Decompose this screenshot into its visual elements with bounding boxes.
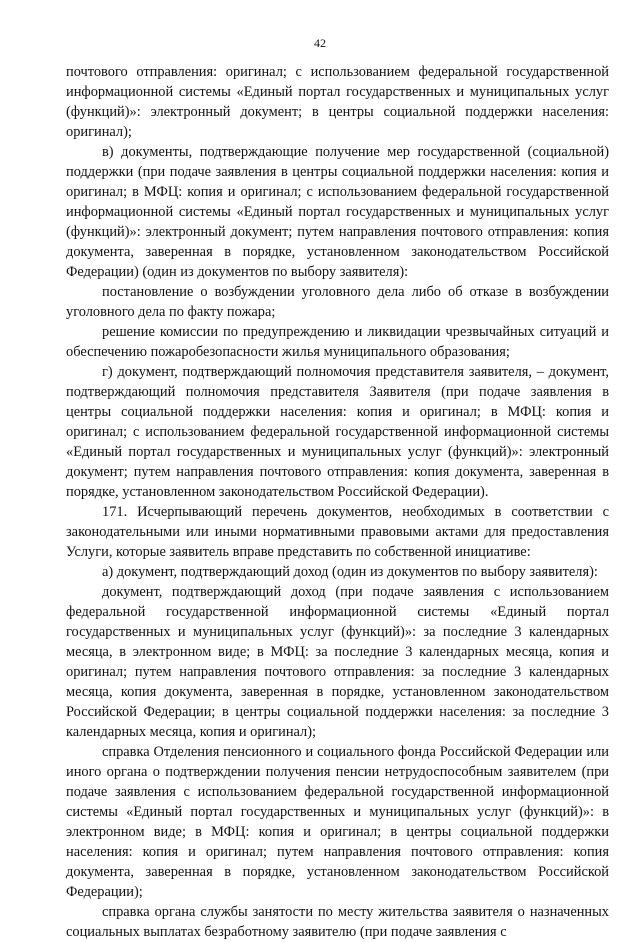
- page-number: 42: [314, 36, 326, 50]
- paragraph: решение комиссии по предупреждению и ликвидации чрезвычайных ситуаций и обеспечению пожаробезопасности жилья муниципального образования;: [66, 324, 609, 360]
- paragraph: 171. Исчерпывающий перечень документов, необходимых в соответствии с законодательными или иными нормативными правовыми актами для предоставления Услуги, которые заявитель вправе представить по собственной инициативе:: [66, 504, 609, 560]
- paragraph: г) документ, подтверждающий полномочия представителя заявителя, – документ, подтверждающий полномочия представителя Заявителя (при подаче заявления в центры социальной поддержки населения: копия и оригинал; в МФЦ: копия и оригинал; с использованием федеральной государственной информационной системы «Единый портал государственных и муниципальных услуг (функций)»: электронный документ; путем направления почтового отправления: копия документа, заверенная в порядке, установленном законодательством Российской Федерации).: [66, 364, 609, 500]
- paragraph: в) документы, подтверждающие получение мер государственной (социальной) поддержки (при подаче заявления в центры социальной поддержки населения: копия и оригинал; в МФЦ: копия и оригинал; с использованием федеральной государственной информационной системы «Единый портал государственных и муниципальных услуг (функций)»: электронный документ; путем направления почтового отправления: копия документа, заверенная в порядке, установленном законодательством Российской Федерации) (один из документов по выбору заявителя):: [66, 144, 609, 280]
- body-text: [66, 62, 609, 942]
- paragraph: документ, подтверждающий доход (при подаче заявления с использованием федеральной государственной информационной системы «Единый портал государственных и муниципальных услуг (функций)»: за последние 3 календарных месяца, в электронном виде; в МФЦ: за последние 3 календарных месяца, копия и оригинал; путем направления почтового отправления: за последние 3 календарных месяца, копия документа, заверенная в порядке, установленном законодательством Российской Федерации; в центры социальной поддержки населения: за последние 3 календарных месяца, копия и оригинал);: [66, 584, 609, 740]
- paragraph: а) документ, подтверждающий доход (один из документов по выбору заявителя):: [102, 564, 598, 580]
- paragraph: справка Отделения пенсионного и социального фонда Российской Федерации или иного органа о подтверждении получения пенсии нетрудоспособным заявителем (при подаче заявления с использованием федеральной государственной информационной системы «Единый портал государственных и муниципальных услуг (функций)»: в электронном виде; в МФЦ: копия и оригинал; в центры социальной поддержки населения: копия и оригинал; путем направления почтового отправления: копия документа, заверенная в порядке, установленном законодательством Российской Федерации);: [66, 744, 609, 900]
- paragraph: справка органа службы занятости по месту жительства заявителя о назначенных социальных выплатах безработному заявителю (при подаче заявления с: [66, 904, 609, 940]
- paragraph: почтового отправления: оригинал; с использованием федеральной государственной информационной системы «Единый портал государственных и муниципальных услуг (функций)»: электронный документ; в центры социальной поддержки населения: оригинал);: [66, 64, 609, 140]
- paragraph: постановление о возбуждении уголовного дела либо об отказе в возбуждении уголовного дела по факту пожара;: [66, 284, 609, 320]
